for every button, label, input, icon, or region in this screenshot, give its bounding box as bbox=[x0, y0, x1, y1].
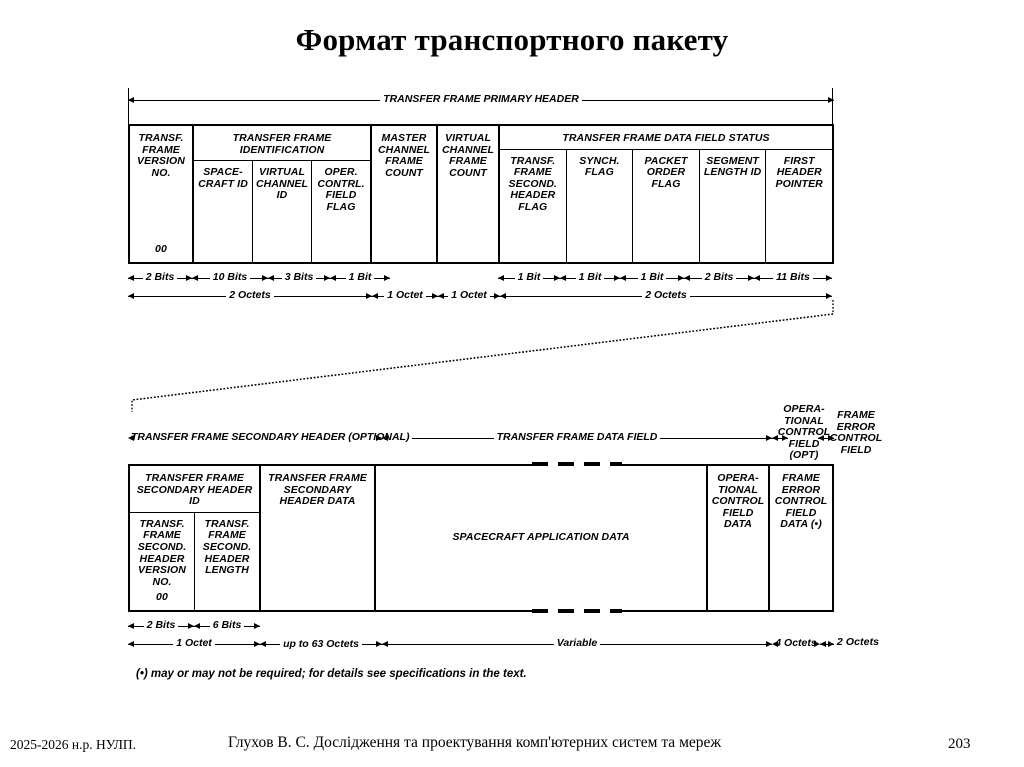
cell-spacecraft-id: SPACE- CRAFT ID bbox=[194, 161, 253, 262]
measure-label: 2 Bits bbox=[143, 272, 178, 283]
group-label: TRANSFER FRAME DATA FIELD STATUS bbox=[500, 126, 832, 150]
measure-label: 2 Octets bbox=[226, 290, 273, 301]
secondary-octets-row bbox=[128, 636, 880, 654]
span-frame-error-control-field-label: FRAME ERROR CONTROL FIELD bbox=[829, 409, 883, 456]
data-field-bottom-dash-break bbox=[532, 609, 622, 613]
cell-label: MASTER CHANNEL FRAME COUNT bbox=[377, 132, 431, 179]
bits-6bits bbox=[194, 618, 260, 633]
secondary-bits-row bbox=[128, 618, 834, 633]
span-label: TRANSFER FRAME PRIMARY HEADER bbox=[380, 94, 582, 105]
bits-1bit-b bbox=[498, 270, 560, 285]
primary-header-span-row bbox=[128, 92, 834, 108]
footer-course-year: 2025-2026 н.р. НУЛП. bbox=[10, 737, 137, 752]
octets-4octets bbox=[772, 636, 820, 651]
dotted-connector bbox=[128, 300, 834, 412]
span-label: TRANSFER FRAME SECONDARY HEADER (OPTIONAL) bbox=[128, 432, 412, 443]
measure-label: 11 Bits bbox=[773, 272, 813, 283]
col-virtual-channel-frame-count bbox=[438, 126, 500, 262]
octets-up-to-63-octets bbox=[260, 636, 382, 651]
col-transfer-frame-data-field-status bbox=[500, 126, 832, 262]
cell-label: TRANSFER FRAME SECONDARY HEADER DATA bbox=[268, 472, 367, 508]
measure-label: 1 Octet bbox=[173, 638, 215, 649]
bits-3bits bbox=[268, 270, 330, 285]
cell-label: TRANSF. FRAME SECOND. HEADER VERSION NO. bbox=[137, 517, 187, 588]
cell-label: SPACECRAFT APPLICATION DATA bbox=[452, 531, 630, 544]
octets-2octets-label: 2 Octets bbox=[836, 636, 880, 648]
cell-segment-length-id: SEGMENT LENGTH ID bbox=[700, 150, 767, 262]
cell-tf-second-header-length: TRANSF. FRAME SECOND. HEADER LENGTH bbox=[202, 517, 252, 577]
bits-11bits bbox=[754, 270, 832, 285]
measure-label: 10 Bits bbox=[210, 272, 250, 283]
data-field-top-dash-break bbox=[532, 462, 622, 466]
col-frame-error-control-field-data bbox=[770, 466, 832, 610]
octets-variable bbox=[382, 636, 772, 651]
measure-label: 2 Bits bbox=[702, 272, 737, 283]
span-transfer-frame-secondary-header bbox=[128, 430, 410, 445]
cell-virtual-channel-id: VIRTUAL CHANNEL ID bbox=[253, 161, 312, 262]
bits-2bits bbox=[128, 270, 192, 285]
secondary-span-row bbox=[128, 403, 883, 462]
bits-10bits bbox=[192, 270, 268, 285]
cell-label: FRAME ERROR CONTROL FIELD DATA (•) bbox=[774, 472, 828, 531]
footer-course-title: Глухов В. С. Дослідження та проектування комп'ютерних систем та мереж bbox=[228, 734, 722, 751]
col-master-channel-frame-count bbox=[372, 126, 438, 262]
span-label: TRANSFER FRAME DATA FIELD bbox=[494, 432, 661, 443]
bits-2bits-b bbox=[684, 270, 754, 285]
page-title: Формат транспортного пакету bbox=[295, 22, 729, 57]
slide-footer bbox=[0, 733, 1024, 759]
span-transfer-frame-data-field bbox=[382, 430, 772, 445]
measure-label: 1 Octet bbox=[448, 290, 490, 301]
bits-1bit-c bbox=[560, 270, 620, 285]
secondary-frame-table bbox=[128, 464, 834, 612]
measure-label: 2 Bits bbox=[144, 620, 179, 631]
measure-label: 1 Bit bbox=[638, 272, 667, 283]
group-label: TRANSFER FRAME IDENTIFICATION bbox=[194, 126, 370, 161]
col-transfer-frame-identification bbox=[194, 126, 372, 262]
measure-label: Variable bbox=[554, 638, 600, 649]
col-transfer-frame-secondary-header-data bbox=[261, 466, 376, 610]
footer-page-number: 203 bbox=[948, 736, 971, 752]
bits-1bit-d bbox=[620, 270, 684, 285]
col-spacecraft-application-data bbox=[376, 466, 708, 610]
cell-label: VIRTUAL CHANNEL FRAME COUNT bbox=[441, 132, 495, 179]
measure-label: 6 Bits bbox=[210, 620, 245, 631]
cell-oper-contrl-field-flag: OPER. CONTRL. FIELD FLAG bbox=[317, 166, 365, 213]
cell-transfer-frame-second-header-flag: TRANSF. FRAME SECOND. HEADER FLAG bbox=[500, 150, 567, 262]
measure-label: 1 Octet bbox=[384, 290, 426, 301]
version-value: 00 bbox=[156, 591, 168, 604]
octets-1octet bbox=[128, 636, 260, 651]
measure-label: 1 Bit bbox=[576, 272, 605, 283]
col-operational-control-field-data bbox=[708, 466, 770, 610]
measure-label: 3 Bits bbox=[282, 272, 317, 283]
cell-synch-flag: SYNCH. FLAG bbox=[567, 150, 634, 262]
measure-label: 4 Octets bbox=[772, 638, 819, 649]
bits-1bit-a bbox=[330, 270, 390, 285]
col-transfer-frame-version-no bbox=[130, 126, 194, 262]
version-value: 00 bbox=[155, 243, 167, 256]
span-transfer-frame-primary-header bbox=[128, 92, 834, 107]
cell-label: TRANSF. FRAME VERSION NO. bbox=[137, 132, 185, 179]
measure-label: 2 Octets bbox=[642, 290, 689, 301]
measure-label: up to 63 Octets bbox=[280, 639, 362, 649]
transfer-frame-figure bbox=[128, 88, 883, 698]
group-label: TRANSFER FRAME SECONDARY HEADER ID bbox=[130, 466, 259, 513]
measure-label: 1 Bit bbox=[346, 272, 375, 283]
primary-header-table bbox=[128, 124, 834, 264]
primary-bits-row bbox=[128, 270, 834, 285]
cell-packet-order-flag: PACKET ORDER FLAG bbox=[633, 150, 700, 262]
bits-2bits bbox=[128, 618, 194, 633]
figure-footnote: (•) may or may not be required; for details see specifications in the text. bbox=[136, 668, 527, 680]
measure-label: 1 Bit bbox=[515, 272, 544, 283]
cell-tf-second-header-version-no bbox=[130, 513, 195, 610]
span-operational-control-field-label: OPERA- TIONAL CONTROL FIELD (OPT) bbox=[777, 403, 831, 462]
col-transfer-frame-secondary-header-id bbox=[130, 466, 261, 610]
cell-first-header-pointer: FIRST HEADER POINTER bbox=[775, 154, 823, 190]
cell-label: OPERA- TIONAL CONTROL FIELD DATA bbox=[711, 472, 765, 531]
